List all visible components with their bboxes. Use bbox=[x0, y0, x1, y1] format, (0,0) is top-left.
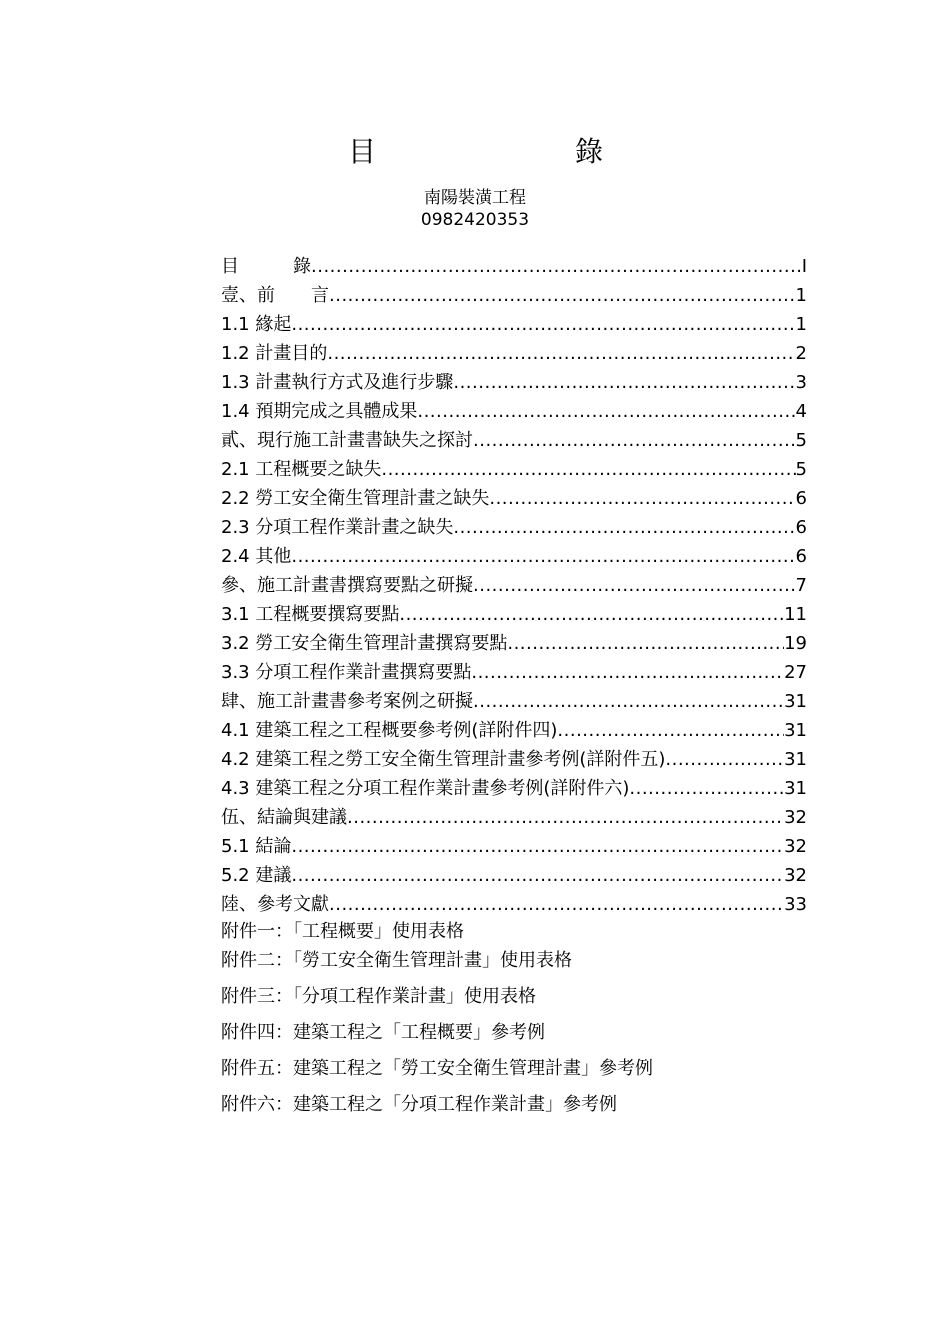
toc-entry-label: 3.3 分項工程作業計畫撰寫要點 bbox=[221, 662, 472, 683]
toc-leader-dots bbox=[557, 716, 784, 745]
toc-entry-label: 1.2 計畫目的 bbox=[221, 343, 328, 364]
page-title bbox=[0, 132, 950, 172]
toc-entry bbox=[221, 455, 807, 484]
toc-entry bbox=[221, 252, 807, 281]
toc-entry bbox=[221, 716, 807, 745]
toc-entry-page: 2 bbox=[795, 343, 807, 364]
toc-leader-dots bbox=[471, 658, 784, 687]
toc-entry-label: 2.1 工程概要之缺失 bbox=[221, 459, 382, 480]
toc-entry bbox=[221, 658, 807, 687]
toc-entry-page: 5 bbox=[795, 459, 807, 480]
toc-entry bbox=[221, 484, 807, 513]
appendix-item: 附件一：「工程概要」使用表格 bbox=[221, 921, 464, 942]
toc-entry-page: 31 bbox=[784, 749, 807, 770]
appendix-item: 附件六：建築工程之「分項工程作業計畫」參考例 bbox=[221, 1094, 617, 1115]
toc-entry-page: 32 bbox=[784, 836, 807, 857]
appendix-item: 附件三：「分項工程作業計畫」使用表格 bbox=[221, 986, 536, 1007]
toc-entry bbox=[221, 745, 807, 774]
toc-entry-label: 2.2 勞工安全衛生管理計畫之缺失 bbox=[221, 488, 490, 509]
toc-leader-dots bbox=[291, 542, 795, 571]
toc-entry-label: 貳、現行施工計畫書缺失之探討 bbox=[221, 430, 473, 451]
company-phone: 0982420353 bbox=[420, 210, 530, 230]
toc-entry-label: 4.3 建築工程之分項工程作業計畫參考例(詳附件六) bbox=[221, 778, 630, 799]
toc-entry-label: 1.3 計畫執行方式及進行步驟 bbox=[221, 372, 454, 393]
toc-entry bbox=[221, 600, 807, 629]
toc-entry bbox=[221, 832, 807, 861]
toc-entry bbox=[221, 687, 807, 716]
appendix-item: 附件二：「勞工安全衛生管理計畫」使用表格 bbox=[221, 950, 572, 971]
toc-leader-dots bbox=[417, 397, 795, 426]
toc-leader-dots bbox=[291, 861, 784, 890]
toc-entry bbox=[221, 629, 807, 658]
toc-entry-label: 3.1 工程概要撰寫要點 bbox=[221, 604, 400, 625]
toc-entry-page: 3 bbox=[795, 372, 807, 393]
toc-entry-page: 31 bbox=[784, 720, 807, 741]
toc-leader-dots bbox=[473, 687, 784, 716]
toc-entry-page: 11 bbox=[784, 604, 807, 625]
toc-entry-label: 伍、結論與建議 bbox=[221, 807, 347, 828]
toc-entry bbox=[221, 774, 807, 803]
toc-entry bbox=[221, 571, 807, 600]
toc-entry bbox=[221, 368, 807, 397]
toc-leader-dots bbox=[489, 484, 795, 513]
toc-entry-page: 32 bbox=[784, 807, 807, 828]
toc-entry-page: 32 bbox=[784, 865, 807, 886]
toc-entry bbox=[221, 861, 807, 890]
appendix-item: 附件四：建築工程之「工程概要」參考例 bbox=[221, 1022, 545, 1043]
toc-entry-page: 31 bbox=[784, 778, 807, 799]
toc-leader-dots bbox=[473, 426, 796, 455]
toc-entry bbox=[221, 310, 807, 339]
toc-entry-label: 2.4 其他 bbox=[221, 546, 292, 567]
toc-entry-label: 壹、前 言 bbox=[221, 285, 329, 306]
title-char-left: 目 bbox=[348, 135, 377, 168]
toc-leader-dots bbox=[453, 513, 795, 542]
toc-entry-page: I bbox=[801, 256, 807, 277]
toc-leader-dots bbox=[665, 745, 784, 774]
toc-leader-dots bbox=[453, 368, 795, 397]
appendix-item: 附件五：建築工程之「勞工安全衛生管理計畫」參考例 bbox=[221, 1058, 653, 1079]
toc-leader-dots bbox=[473, 571, 796, 600]
toc-entry-page: 27 bbox=[784, 662, 807, 683]
toc-leader-dots bbox=[311, 252, 802, 281]
toc-entry bbox=[221, 803, 807, 832]
toc-entry-label: 4.1 建築工程之工程概要參考例(詳附件四) bbox=[221, 720, 558, 741]
toc-leader-dots bbox=[329, 890, 784, 919]
toc-leader-dots bbox=[327, 339, 795, 368]
toc-entry-label: 3.2 勞工安全衛生管理計畫撰寫要點 bbox=[221, 633, 508, 654]
toc-entry bbox=[221, 890, 807, 919]
toc-leader-dots bbox=[329, 281, 796, 310]
table-of-contents bbox=[221, 252, 807, 919]
toc-entry-page: 33 bbox=[784, 894, 807, 915]
toc-entry bbox=[221, 542, 807, 571]
toc-entry bbox=[221, 513, 807, 542]
toc-entry-label: 1.1 緣起 bbox=[221, 314, 292, 335]
toc-entry-page: 4 bbox=[795, 401, 807, 422]
toc-entry-page: 6 bbox=[795, 517, 807, 538]
toc-leader-dots bbox=[291, 832, 784, 861]
toc-leader-dots bbox=[507, 629, 784, 658]
toc-entry-page: 6 bbox=[795, 546, 807, 567]
toc-leader-dots bbox=[347, 803, 784, 832]
toc-entry bbox=[221, 426, 807, 455]
toc-entry-page: 31 bbox=[784, 691, 807, 712]
toc-entry-page: 7 bbox=[795, 575, 807, 596]
toc-entry-label: 目 錄 bbox=[221, 256, 311, 277]
toc-leader-dots bbox=[381, 455, 795, 484]
toc-entry bbox=[221, 397, 807, 426]
toc-leader-dots bbox=[629, 774, 784, 803]
toc-entry-label: 2.3 分項工程作業計畫之缺失 bbox=[221, 517, 454, 538]
toc-entry-label: 1.4 預期完成之具體成果 bbox=[221, 401, 418, 422]
toc-leader-dots bbox=[291, 310, 795, 339]
toc-entry-page: 1 bbox=[795, 314, 807, 335]
company-name: 南陽裝潢工程 bbox=[424, 188, 526, 208]
toc-entry-label: 4.2 建築工程之勞工安全衛生管理計畫參考例(詳附件五) bbox=[221, 749, 666, 770]
toc-entry-label: 陸、參考文獻 bbox=[221, 894, 329, 915]
toc-entry-page: 1 bbox=[795, 285, 807, 306]
toc-entry-label: 5.2 建議 bbox=[221, 865, 292, 886]
toc-entry-label: 參、施工計畫書撰寫要點之研擬 bbox=[221, 575, 473, 596]
toc-entry-page: 6 bbox=[795, 488, 807, 509]
toc-entry bbox=[221, 281, 807, 310]
title-char-right: 錄 bbox=[575, 135, 604, 168]
toc-leader-dots bbox=[399, 600, 784, 629]
toc-entry bbox=[221, 339, 807, 368]
toc-entry-label: 5.1 結論 bbox=[221, 836, 292, 857]
toc-entry-page: 5 bbox=[795, 430, 807, 451]
toc-entry-label: 肆、施工計畫書參考案例之研擬 bbox=[221, 691, 473, 712]
toc-entry-page: 19 bbox=[784, 633, 807, 654]
